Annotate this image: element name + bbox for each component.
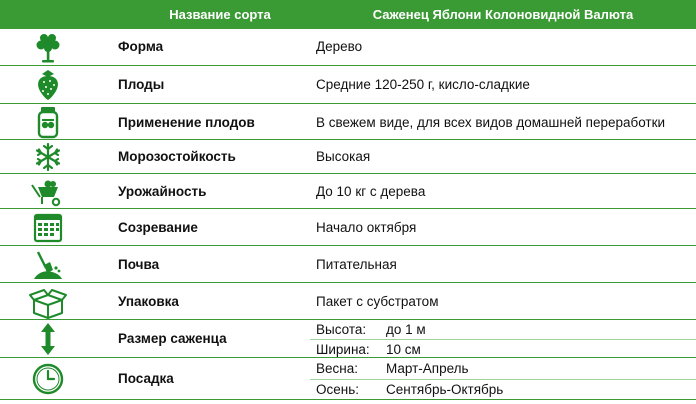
row-label: Почва xyxy=(118,257,160,272)
row-value: В свежем виде, для всех видов домашней переработки xyxy=(316,115,666,130)
sub-value: до 1 м xyxy=(386,322,426,337)
table-row xyxy=(0,283,696,320)
table-row xyxy=(0,29,696,66)
row-label: Упаковка xyxy=(118,294,179,309)
row-label: Созревание xyxy=(118,220,198,235)
vertical-arrows-icon xyxy=(28,322,68,356)
sub-label: Ширина: xyxy=(316,342,370,357)
row-value: Питательная xyxy=(316,257,397,272)
strawberry-icon xyxy=(28,68,68,102)
row-label: Морозостойкость xyxy=(118,149,236,164)
divider xyxy=(310,379,696,380)
divider xyxy=(310,339,696,340)
table-row xyxy=(0,246,696,283)
planting-spring xyxy=(310,361,696,379)
row-label: Применение плодов xyxy=(118,115,255,130)
table-row xyxy=(0,209,696,246)
table-row xyxy=(0,320,696,358)
table-row xyxy=(0,174,696,209)
row-label: Размер саженца xyxy=(118,331,227,346)
sub-label: Весна: xyxy=(316,361,358,376)
table-row xyxy=(0,358,696,400)
table-row xyxy=(0,104,696,140)
sub-value: Март-Апрель xyxy=(386,361,469,376)
header-product-title: Саженец Яблони Колоновидной Валюта xyxy=(372,7,634,22)
sub-value: 10 см xyxy=(386,342,421,357)
row-label: Посадка xyxy=(118,371,174,386)
row-label: Форма xyxy=(118,39,164,54)
table-row xyxy=(0,140,696,174)
row-value: Начало октября xyxy=(316,220,417,235)
sub-value: Сентябрь-Октябрь xyxy=(386,382,504,397)
wheelbarrow-icon xyxy=(28,175,68,209)
size-height xyxy=(310,322,696,340)
snowflake-icon xyxy=(28,140,68,174)
tree-icon xyxy=(28,31,68,65)
row-value: До 10 кг с дерева xyxy=(316,184,426,199)
row-value: Средние 120-250 г, кисло-сладкие xyxy=(316,77,530,92)
clock-icon xyxy=(28,362,68,396)
row-label: Урожайность xyxy=(118,184,207,199)
jam-jar-icon xyxy=(28,105,68,139)
row-label: Плоды xyxy=(118,77,165,92)
calendar-icon xyxy=(28,211,68,245)
table-header xyxy=(0,0,696,29)
sub-label: Осень: xyxy=(316,382,359,397)
shovel-soil-icon xyxy=(28,248,68,282)
row-value: Пакет с субстратом xyxy=(316,294,439,309)
sub-label: Высота: xyxy=(316,322,367,337)
row-value: Высокая xyxy=(316,149,371,164)
header-variety-name: Название сорта xyxy=(169,7,271,22)
table-row xyxy=(0,66,696,104)
row-value: Дерево xyxy=(316,39,363,54)
planting-autumn xyxy=(310,382,696,400)
box-icon xyxy=(28,285,68,319)
